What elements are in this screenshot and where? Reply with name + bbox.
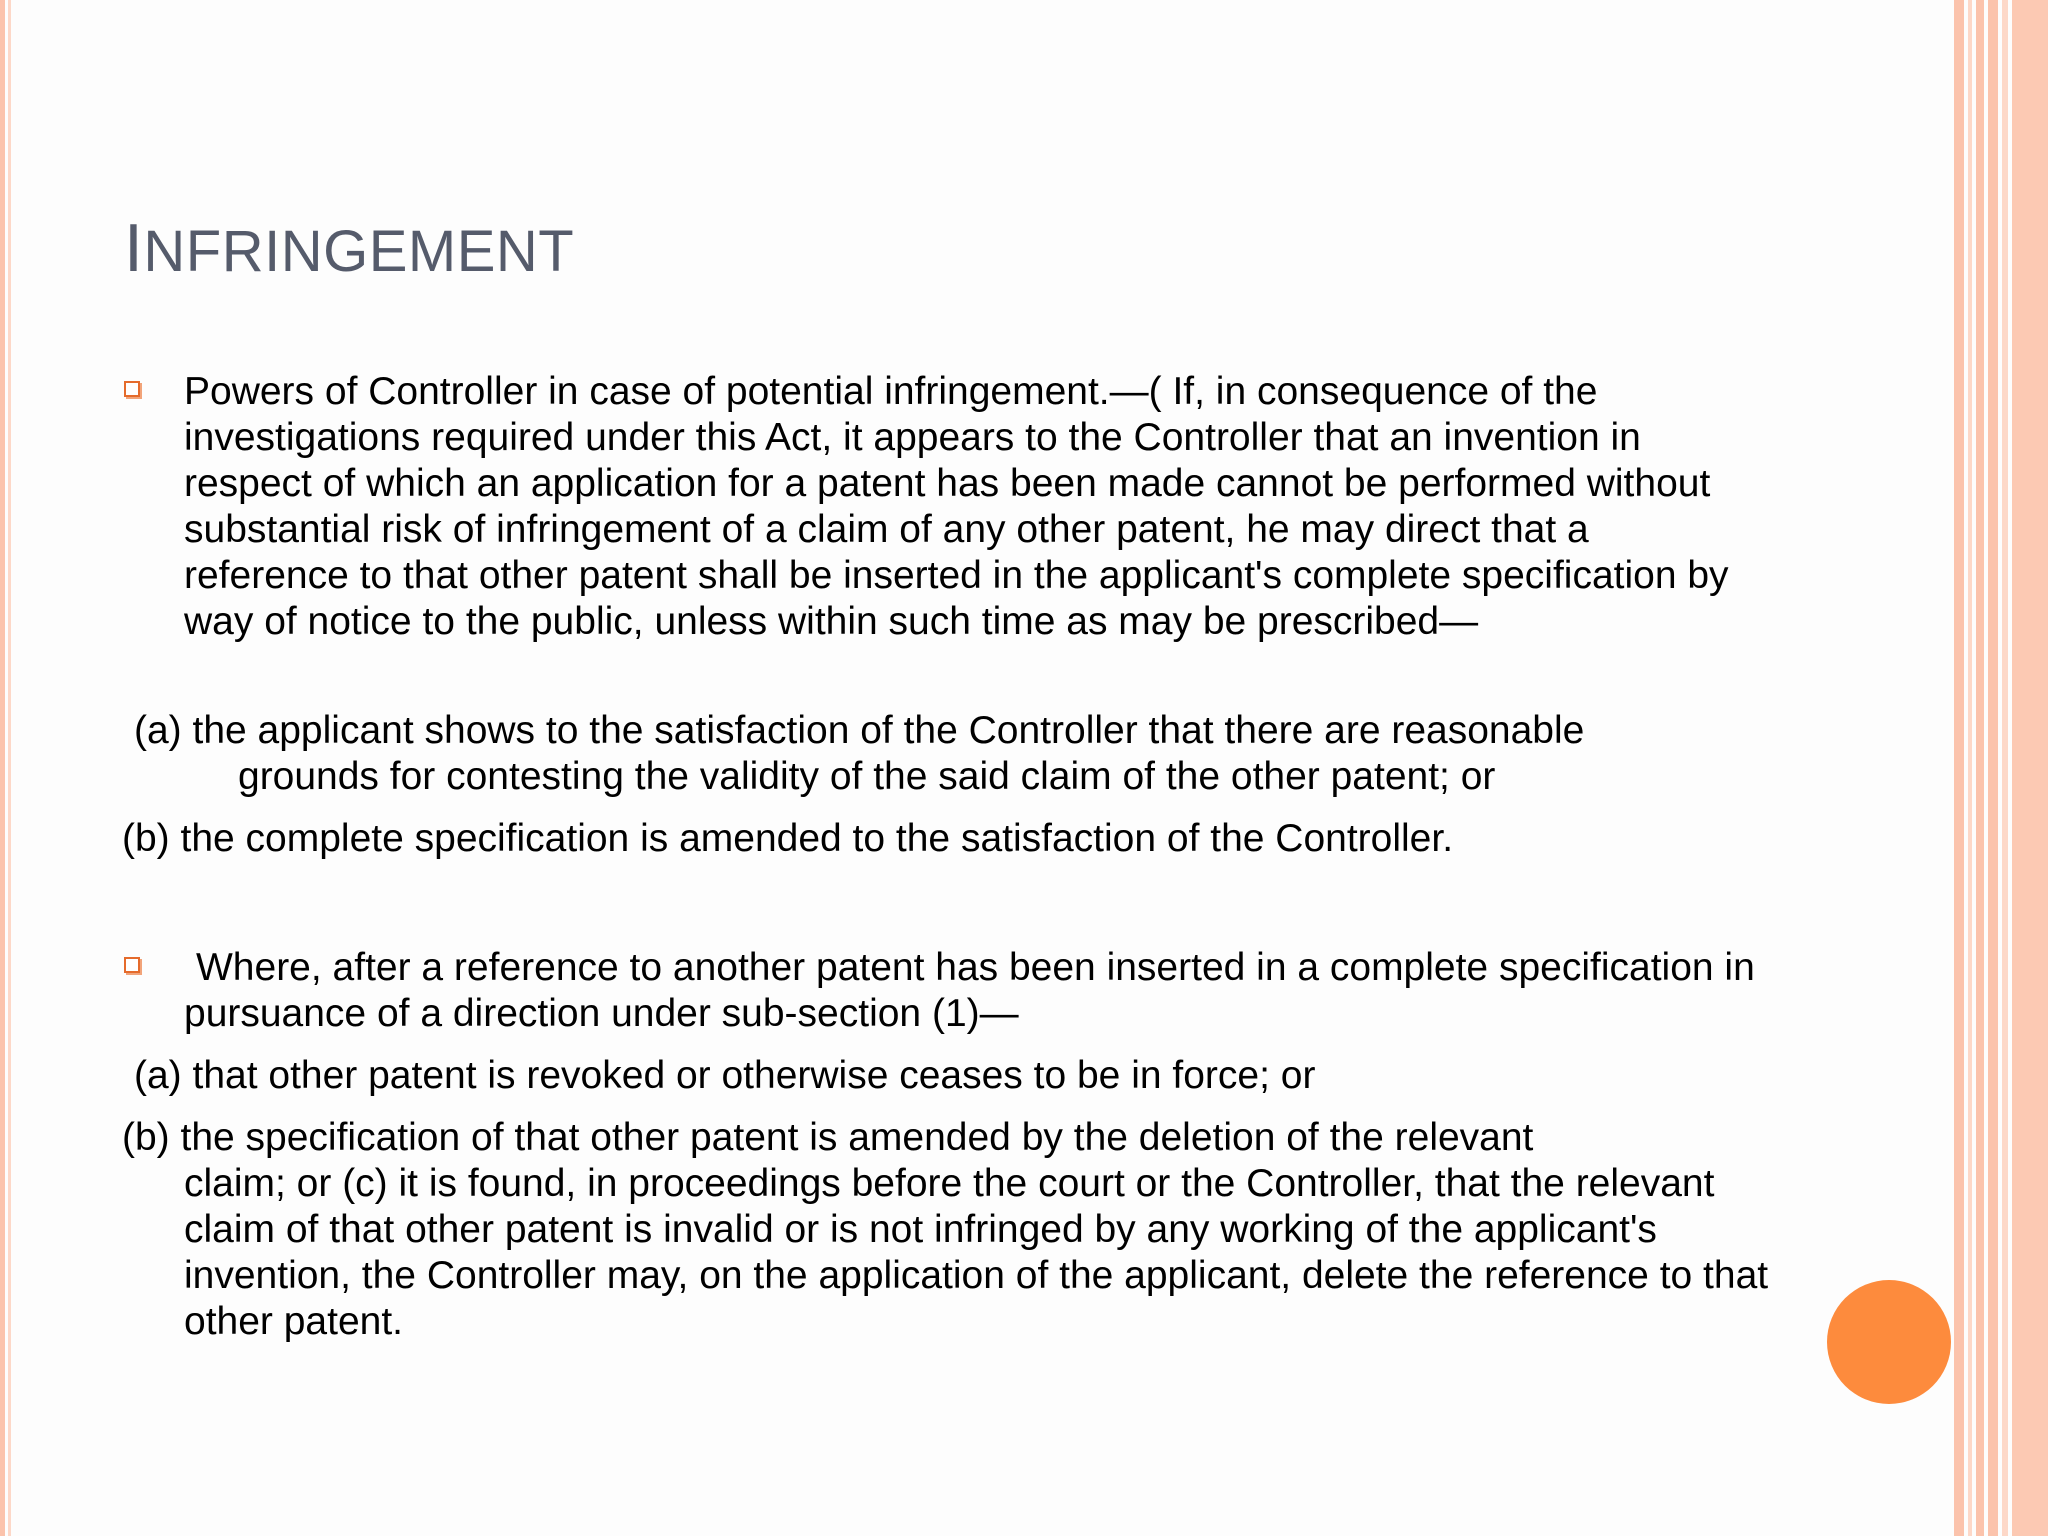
title-rest: NFRINGEMENT bbox=[143, 219, 575, 284]
right-border-stripe bbox=[1976, 0, 1984, 1536]
bullet-1-item-a-line-1: (a) the applicant shows to the satisfaction of the Controller that there are reasonable bbox=[134, 709, 1585, 752]
bullet-2-item-b-continuation: claim; or (c) it is found, in proceedings before the court or the Controller, that the relevant claim of that other patent is invalid or is not infringed by any working of the applicant's invention, the Controller may, on the application of the applicant, delete the reference to that other patent. bbox=[184, 1162, 1769, 1343]
bullet-1-item-a bbox=[134, 708, 1584, 800]
bullet-paragraph-2: Where, after a reference to another patent has been inserted in a complete specification in pursuance of a direction under sub-section (1)— bbox=[184, 946, 1755, 1035]
left-border-stripe bbox=[0, 0, 5, 1536]
bullet-1-item-b: (b) the complete specification is amended to the satisfaction of the Controller. bbox=[122, 817, 1454, 860]
hollow-square-bullet-icon bbox=[124, 957, 140, 973]
right-border-stripe bbox=[2002, 0, 2008, 1536]
title-initial: I bbox=[124, 210, 144, 286]
right-border-stripe bbox=[2012, 0, 2048, 1536]
bullet-2-item-a: (a) that other patent is revoked or otherwise ceases to be in force; or bbox=[134, 1054, 1316, 1097]
bullet-2-item-b-line-1: (b) the specification of that other patent is amended by the deletion of the relevant bbox=[122, 1116, 1534, 1159]
right-border-stripe bbox=[1968, 0, 1972, 1536]
slide-title bbox=[124, 210, 575, 286]
right-border-stripe bbox=[1988, 0, 1998, 1536]
accent-circle bbox=[1827, 1280, 1951, 1404]
hollow-square-bullet-icon bbox=[124, 381, 140, 397]
bullet-1-item-a-line-2: grounds for contesting the validity of the said claim of the other patent; or bbox=[238, 755, 1496, 798]
right-border-stripe bbox=[1954, 0, 1964, 1536]
left-border-stripe-thin bbox=[8, 0, 11, 1536]
bullet-paragraph-1: Powers of Controller in case of potential infringement.—( If, in consequence of the investigations required under this Act, it appears to the Controller that an invention in respect of which an application for a patent has been made cannot be performed without substantial risk of infringement of a claim of any other patent, he may direct that a reference to that other patent shall be inserted in the applicant's complete specification by way of notice to the public, unless within such time as may be prescribed— bbox=[184, 370, 1729, 643]
